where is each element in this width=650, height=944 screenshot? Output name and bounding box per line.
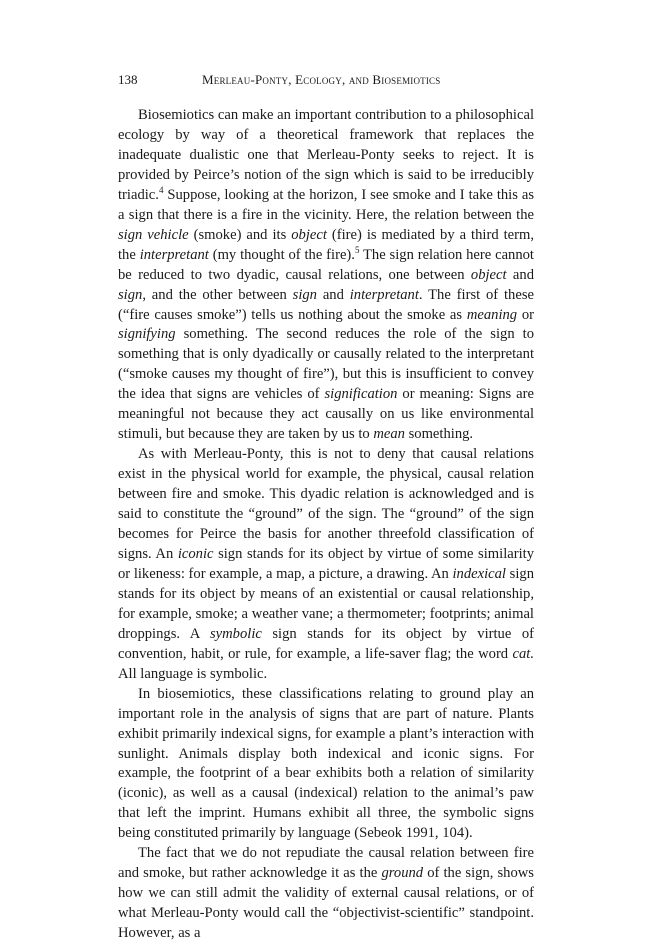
text-run: As with Merleau-Ponty, this is not to deny that causal relations exist in the physical world for example, the physical, causal relation between fire and smoke. This dyadic relation is acknowledged and is said to constitute the “ground” of the sign. The “ground” of the sign becomes for Peirce the basis for another threefold classification of signs. An: [118, 446, 534, 562]
text-run: or: [517, 306, 534, 323]
running-title: Merleau-Ponty, Ecology, and Biosemiotics: [202, 72, 441, 87]
text-run: Biosemiotics can make an important contribution to a philosophical ecology by way of a theoretical framework that replaces the inadequate dualistic one that Merleau-Ponty seeks to reject. It is provided by Peirce’s notion of the sign which is said to be irreducibly triadic.: [118, 107, 534, 203]
emphasized-text: interpretant: [349, 286, 419, 303]
text-run: (fire) is mediated by a third term, the: [118, 226, 534, 263]
footnote-marker: 5: [354, 244, 360, 255]
emphasized-text: signifying: [118, 326, 176, 343]
text-run: In biosemiotics, these classifications relating to ground play an important role in the analysis of signs that are part of nature. Plants exhibit primarily indexical signs, for example a plant’s interaction with sunlight. Animals display both indexical and iconic signs. For example, the footprint of a bear exhibits both a relation of similarity (iconic), as well as a causal (indexical) relation to the animal’s paw that left the imprint. Humans exhibit all three, the symbolic signs being constituted primarily by language (Sebeok 1991, 104).: [118, 685, 534, 842]
emphasized-text: ground: [381, 865, 424, 882]
emphasized-text: sign: [118, 286, 143, 303]
body-text: [118, 106, 534, 944]
text-run: The sign relation here cannot be reduced to two dyadic, causal relations, one between: [118, 246, 534, 283]
emphasized-text: indexical: [452, 565, 506, 582]
text-run: and: [316, 286, 350, 303]
text-run: and: [506, 266, 534, 283]
text-run: or meaning: Signs are meaningful not because they act causally on us like environmental stimuli, but because they are taken by us to: [118, 386, 534, 443]
running-header: [118, 72, 534, 92]
emphasized-text: signification: [324, 386, 398, 403]
text-run: . The first of these (“fire causes smoke”) tells us nothing about the smoke as: [118, 286, 534, 323]
text-run: something. The second reduces the role of the sign to something that is only dyadically or causally related to the interpretant (“smoke causes my thought of fire”), but this is insufficient to convey the idea that signs are vehicles of: [118, 326, 534, 403]
text-run: something.: [404, 426, 474, 443]
text-run: The fact that we do not repudiate the causal relation between fire and smoke, but rather acknowledge it as the: [118, 845, 534, 882]
emphasized-text: meaning: [466, 306, 518, 323]
paragraph: [118, 844, 534, 944]
emphasized-text: iconic: [177, 545, 214, 562]
text-run: Suppose, looking at the horizon, I see smoke and I take this as a sign that there is a fire in the vicinity. Here, the relation between the: [118, 186, 534, 223]
emphasized-text: mean: [373, 426, 405, 443]
book-page: [118, 72, 534, 944]
emphasized-text: symbolic: [209, 625, 262, 642]
text-run: (my thought of the fire).: [208, 246, 355, 263]
text-run: , and the other between: [142, 286, 293, 303]
emphasized-text: object: [291, 226, 327, 243]
text-run: sign stands for its object by means of an existential or causal relationship, for example, smoke; a weather vane; a thermometer; footprints; animal droppings. A: [118, 565, 534, 642]
text-run: All language is symbolic.: [118, 665, 268, 682]
page-number: 138: [118, 72, 138, 87]
emphasized-text: interpretant: [139, 246, 209, 263]
paragraph: [118, 106, 534, 445]
text-run: sign stands for its object by virtue of some similarity or likeness: for example, a map, a picture, a drawing. An: [118, 545, 534, 582]
paragraph: [118, 685, 534, 845]
text-run: of the sign, shows how we can still admit the validity of external causal relations, or of what Merleau-Ponty would call the “objectivist-scientific” standpoint. However, as a: [118, 865, 534, 942]
paragraph: [118, 445, 534, 684]
emphasized-text: sign vehicle: [118, 226, 189, 243]
text-run: sign stands for its object by virtue of convention, habit, or rule, for example, a life-saver flag; the word: [118, 625, 534, 662]
emphasized-text: sign: [292, 286, 317, 303]
emphasized-text: cat.: [512, 645, 534, 662]
footnote-marker: 4: [158, 184, 164, 195]
emphasized-text: object: [470, 266, 507, 283]
text-run: (smoke) and its: [188, 226, 292, 243]
